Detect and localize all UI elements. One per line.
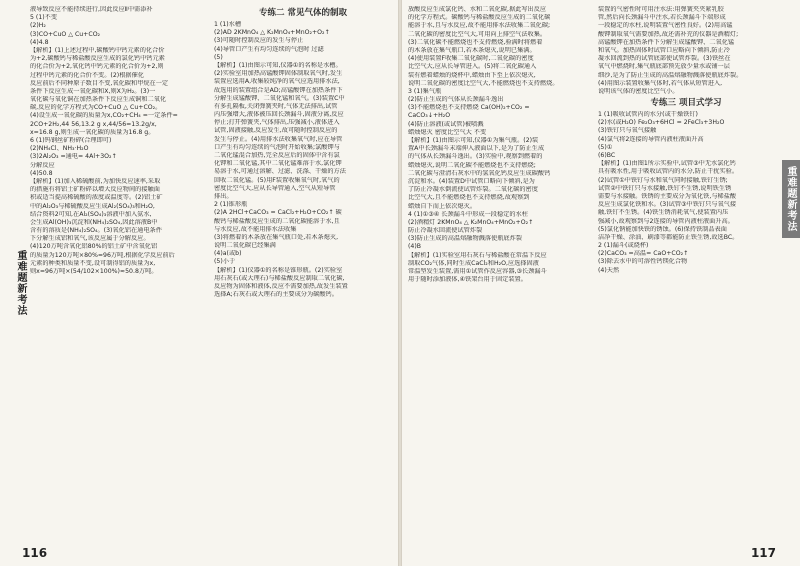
text-line: 2 (1)漏斗(或烧杯) [598,242,649,250]
text-line: 【解析】(1)由图示可知,仪器①为集气瓶。(2)装 [408,137,539,144]
text-line: (6)BC [598,152,616,159]
text-line: (3)不能燃烧也不支持燃烧 Ca(OH)₂+CO₂ = [408,104,530,112]
text-line: 【解析】(1)加入稀硫酸前,为加快反应速率,采取 [30,177,161,185]
text-line: 易溶于水,可通过溶解、过滤、洗涤、干燥的方法 [214,168,346,176]
text-line: 装有燃着蜡烛的烧杯中,蜡烛由下至上依次熄灭, [408,71,536,79]
text-line: 【解析】(1)由图1所示实验中,试管③中无水氯化钙 [598,160,736,168]
text-line: (2)A 2HCl+CaCO₃ = CaCl₂+H₂O+CO₂↑ 碳 [214,209,342,217]
left-side-tab: 重难题新考法 [15,250,26,316]
text-line: 试管,固液接触,反应发生,故可随时控制反应的 [214,127,338,135]
text-line: (4)导管口产生有均匀连续的气泡时 过滤 [214,45,324,53]
text-line: (2)实验室用加热高锰酸钾固体制取氧气时,发生 [214,70,343,78]
text-line: (4)B [408,243,422,251]
text-line: 液导致反应不能持续进行,因此反应Ⅱ中需添补 [30,6,153,13]
text-line: 的气体从长颈漏斗逸出。(3)实验中,观察到燃着的 [408,153,543,161]
text-line: 强减小,故观察到与2连接的导管内液柱液面升高。 [598,217,734,225]
text-line: 了防止冷凝水倒流使试管炸裂。二氧化碳的密度 [408,186,538,194]
text-line: (4)天然 [598,266,620,274]
text-line: 反应前后不同种原子数目不变,氧化碳和甲烷在一定 [30,79,169,87]
text-line: 触,铁钉不生锈。(4)铁生锈消耗氧气,使装置内压 [598,209,729,217]
text-line: (5)① [598,143,613,151]
text-line: 需要与水接触。铁锈的主要成分为氧化铁,与稀盐酸 [598,192,737,200]
text-line: 内压强增大,液体被压回长颈漏斗,固液分离,反应 [214,111,344,119]
text-line: 氧化碳与氧化铜在加热条件下反应生成铜和二氧化 [30,96,167,104]
text-line: 凝水回流到热的试管底部使试管炸裂。(3)铁丝在 [598,55,731,63]
text-line: 2CO+2H₂,44 56,13.2 g x,44/56=13.2g/x, [30,120,157,128]
text-line: 元素的种类和质量不变,设可制得铝的质量为x, [30,259,156,267]
text-line: 的措施有将铝土矿粉碎以增大反应物间的接触面 [30,186,160,194]
text-line: 细沙,是为了防止生成的高温熔融物溅落使瓶底炸裂。 [598,71,743,79]
text-line: 说明该气体的密度比空气小。 [598,87,679,95]
text-line: 2 (1)锥形瓶 [214,201,248,209]
text-line: 二氧化碳与澄清石灰水中的氢氧化钙反应生成碳酸钙 [408,169,551,177]
text-line: 常温型发生装置,需用①试管作反应容器,③长颈漏斗 [408,268,547,275]
text-line: (2)水(或H₂O) Fe₂O₃+6HCl = 2FeCl₃+3H₂O [598,119,725,127]
text-line: (3)防止生成的高温熔融物溅落使瓶底炸裂 [408,235,522,243]
text-line: (4)50.8 [30,169,53,177]
text-line: 蜡烛熄灭,说明二氧化碳不能燃烧也不支持燃烧; [408,161,536,169]
text-line: 酸钾制取氧气需要加热,故还需补充的仪器是酒精灯; [598,30,739,38]
text-line: 和氧气。加热固体时试管口应略向下倾斜,防止冷 [598,46,730,54]
text-line: 中的Al₂O₃与稀硫酸反应生成Al₂(SO₄)₃和H₂O, [30,202,155,210]
text-line: 具有吸水性,用于吸收试管内的水分,防止干扰实验。 [598,168,739,176]
text-line: 用石灰石(或大理石)与稀盐酸反应制取二氧化碳, [214,274,345,282]
text-line: (4)120万吨含氧化铝80%的铝土矿中含氧化铝 [30,243,158,251]
text-line: (2)防止生成的气体从长颈漏斗逸出 [408,96,504,104]
text-line: (4)氯气将2连接的导管内液柱液面升高 [598,135,704,143]
text-line: 说明二氧化碳的密度比空气大,不能燃烧也不支持燃烧。 [408,79,559,87]
text-line: (5)小于 [214,258,236,266]
text-line: 故选用的装置组合是AD;高锰酸钾在加热条件下 [214,86,343,94]
text-line: 沉淀和水。(4)装置D中试管口略向下倾斜,是为 [408,177,535,185]
text-line: (5) [214,53,223,61]
text-line: 酸钙与稀盐酸反应生成的二氧化碳能溶于水,且 [214,217,340,225]
text-line: (2)NH₄Cl、NH₃·H₂O [30,145,89,153]
text-line: 分解反应 [30,161,55,169]
project-learning-column [598,6,774,275]
text-line: (2)试管①中铁钉与水和氧气同时接触,铁钉生锈; [598,176,728,184]
text-line: (3)可随时控制反应的发生与停止 [214,37,304,45]
text-line: (4)用图示装置收集气体时,若气体从短管进入, [598,79,723,87]
text-line: 【解析】(1)实验室用石灰石与稀盐酸在常温下反应 [408,251,547,259]
section-title-project-learning: 专练三 项目式学习 [650,98,722,109]
text-line: 为+2,碳酸钙与稀盐酸反应生成的氯化钙中钙元素 [30,55,165,63]
text-line: 分解生成锰酸钾、二氧化锰和氧气。(3)装置C中 [214,94,345,102]
text-line: 则x=96万吨×(54/102×100%)≈50.8万吨。 [30,268,158,275]
text-line: 4 (1)①③④ 长颈漏斗中形成一段稳定的水柱 [408,210,528,218]
text-line: 能溶于水,且与水反应,故不能用排水法收集二氧化碳; [408,22,551,30]
text-line: 结合资料2可知,在Al₂(SO₄)₃溶液中加入氨水, [30,210,152,218]
text-line: 二氧化锰混合加热,完全反应后的固体中含有氯 [214,152,340,159]
text-line: 置A中长颈漏斗末端伸入液面以下,是为了防止生成 [408,145,545,153]
text-line: 与水反应,故不能用排水法收集 [214,225,297,233]
text-line: 有多孔隔板,关闭弹簧夹时,气体无法排出,试管 [214,102,338,110]
text-line: 1 (1)吸收试管内的水分(或干燥铁钉) [598,111,698,119]
text-line: 条件下反应生成一氧化碳和X,则X为H₂。(3)一 [30,87,156,95]
text-line: (3)除去水中的可溶性钙镁化合物 [598,258,688,266]
gas-preparation-column [214,6,392,299]
text-line: 反应物为固体和液体,反应不需要加热,故发生装置 [214,283,348,290]
text-line: (4)防止溶液(或试管)被喷溅 [408,120,484,128]
text-line: (5)氯化钠能加快铁的锈蚀。(6)保持铁制品表面 [598,225,727,233]
text-line: 含有的溶质是(NH₄)₂SO₄。(3)氧化铝在通电条件 [30,227,162,235]
text-line: 氧气中燃烧时,集气瓶底部预先放少量水或铺一层 [598,63,730,71]
text-line: 5 (1)不变 [30,14,58,22]
text-line: 【解析】(1)上述过程中,碳酸钙中钙元素的化合价 [30,46,165,54]
text-line: 比空气大,应从长导管进入。(5)将二氧化碳通入 [408,63,537,71]
text-line: 的木条放在集气瓶口,若木条熄灭,说明已集满。 [408,46,536,54]
text-line: 管,然后向长颈漏斗中注水,若长颈漏斗下端形成 [598,14,726,22]
right-side-tab: 重难题新考法 [782,160,800,238]
text-line: (2)CaCO₃ =高温= CaO+CO₂↑ [598,250,689,258]
text-line: 回收二氧化锰。(5)用F装置收集氧气时,氧气的 [214,176,340,184]
text-line: 过程中钙元素的化合价不变。(2)根据催化 [30,71,144,79]
text-line: 蜡烛熄灭 密度比空气大 不变 [408,128,487,136]
text-line: 用于随时添加液体,④铁架台用于固定装置。 [408,276,527,284]
right-answer-column [408,6,592,284]
text-line: 口产生有均匀连续的气泡时开始收集;氯酸钾与 [214,143,340,151]
text-line: (3)将燃着的木条放在集气瓶口处,若木条熄灭, [214,233,339,241]
section-title-gas-preparation: 专练二 常见气体的制取 [259,8,347,18]
text-line: (3)铁钉只与氧气接触 [598,127,657,135]
text-line: (3)2Al₂O₃ =通电= 4Al+3O₂↑ [30,153,117,161]
page-number-left: 116 [22,546,48,560]
page-number-right: 117 [750,546,776,560]
text-line: 蜡烛自下而上依次熄灭。 [408,202,477,210]
text-line: (3)CO+CuO △ Cu+CO₂ [30,30,101,38]
text-line: 下分解生成铝和氧气,该反应属于分解反应。 [30,235,150,243]
text-line: 放酸反应生成氯化钙、水和二氧化碳,据此写出反应 [408,6,547,13]
text-line: 化钾和二氧化锰,其中二氧化锰难溶于水,氯化钾 [214,160,342,168]
text-line: 试管②中铁钉只与水接触,铁钉不生锈,说明铁生锈 [598,184,732,192]
text-line: 发生与停止。(4)用排水法收集氧气时,应在导管 [214,135,343,143]
text-line: (4)a(或b) [214,250,242,258]
text-line: (4)设生成一氧化碳的质量为x,CO₂+CH₄ =一定条件= [30,112,178,120]
text-line: 防止冷凝水回流使试管炸裂 [408,227,483,235]
text-line: 【解析】(1)由图示可知,仪器①的名称是水槽。 [214,61,342,69]
text-line: 洁净干燥、涂油、刷漆等都能防止铁生锈,故选BC。 [598,233,739,241]
text-line: 反应生成氯化铁和水。(3)试管③中铁钉只与氧气接 [598,201,737,209]
text-line: 3 (1)集气瓶 [408,87,442,95]
text-line: 碳,反应的化学方程式为CO+CuO △ Cu+CO₂。 [30,104,162,112]
text-line: 的化合价为+2,氧化钙中钙元素的化合价为+2,则 [30,63,164,71]
text-line: 选择A;石灰石或大理石的主要成分为碳酸钙。 [214,291,338,299]
text-line: 会生成Al(OH)₃沉淀和(NH₄)₂SO₄,因此溶液B中 [30,218,158,226]
text-line: x=16.8 g,则生成一氧化碳的质量为16.8 g。 [30,128,155,136]
text-line: 高锰酸钾在加热条件下分解生成锰酸钾、二氧化锰 [598,38,735,46]
text-line: 【解析】(1)仪器①的名称是锥形瓶。(2)实验室 [214,266,343,274]
text-line: (4)4.8 [30,38,49,46]
text-line: 停止;打开弹簧夹,气体排出,压强减小,液体进入 [214,119,340,127]
text-line: (2)酒精灯 2KMnO₄ △ K₂MnO₄+MnO₂+O₂↑ [408,218,534,226]
text-line: 排出。 [214,192,233,200]
text-line: 1 (1)水槽 [214,21,242,28]
text-line: (2)AD 2KMnO₄ △ K₂MnO₄+MnO₂+O₂↑ [214,29,330,37]
text-line: 制取CO₂气体,同时生成CaCl₂和H₂O,应选择固液 [408,259,539,267]
text-line: 说明二氧化碳已经集满 [214,242,276,250]
text-line: 积或适当提高稀硫酸的浓度或温度等。(2)铝土矿 [30,194,163,202]
text-line: (2)H₂ [30,22,46,30]
text-line: 的质量为120万吨×80%=96万吨,根据化学反应前后 [30,251,175,259]
text-line: 装置应选用A,收集较纯净的氧气应选用排水法, [214,78,340,86]
right-page [402,0,800,566]
text-line: 的化学方程式。碳酸钙与稀盐酸反应生成的二氧化碳 [408,14,551,22]
left-answer-column [30,6,208,276]
text-line: CaCO₃↓+H₂O [408,112,451,120]
text-line: 6 (1)钨钢丝矿粉碎(合理即可) [30,137,112,144]
left-page [0,0,398,566]
text-line: 一段稳定的水柱,说明装置气密性良好。(2)用高锰 [598,22,733,30]
text-line: (3)二氧化碳不能燃烧也不支持燃烧,验满时将燃着 [408,38,543,46]
text-line: 比空气大,且不能燃烧也不支持燃烧,故观察到 [408,194,530,202]
text-line: 密度比空气大,应从长导管通入,空气从短导管 [214,184,336,192]
text-line: 装置的气密性时可用注水法:用弹簧夹夹紧乳胶 [598,6,724,13]
text-line: 二氧化碳的密度比空气大,可用向上排空气法收集。 [408,30,547,38]
text-line: (4)使用装置F收集二氧化碳时,二氧化碳的密度 [408,55,534,63]
